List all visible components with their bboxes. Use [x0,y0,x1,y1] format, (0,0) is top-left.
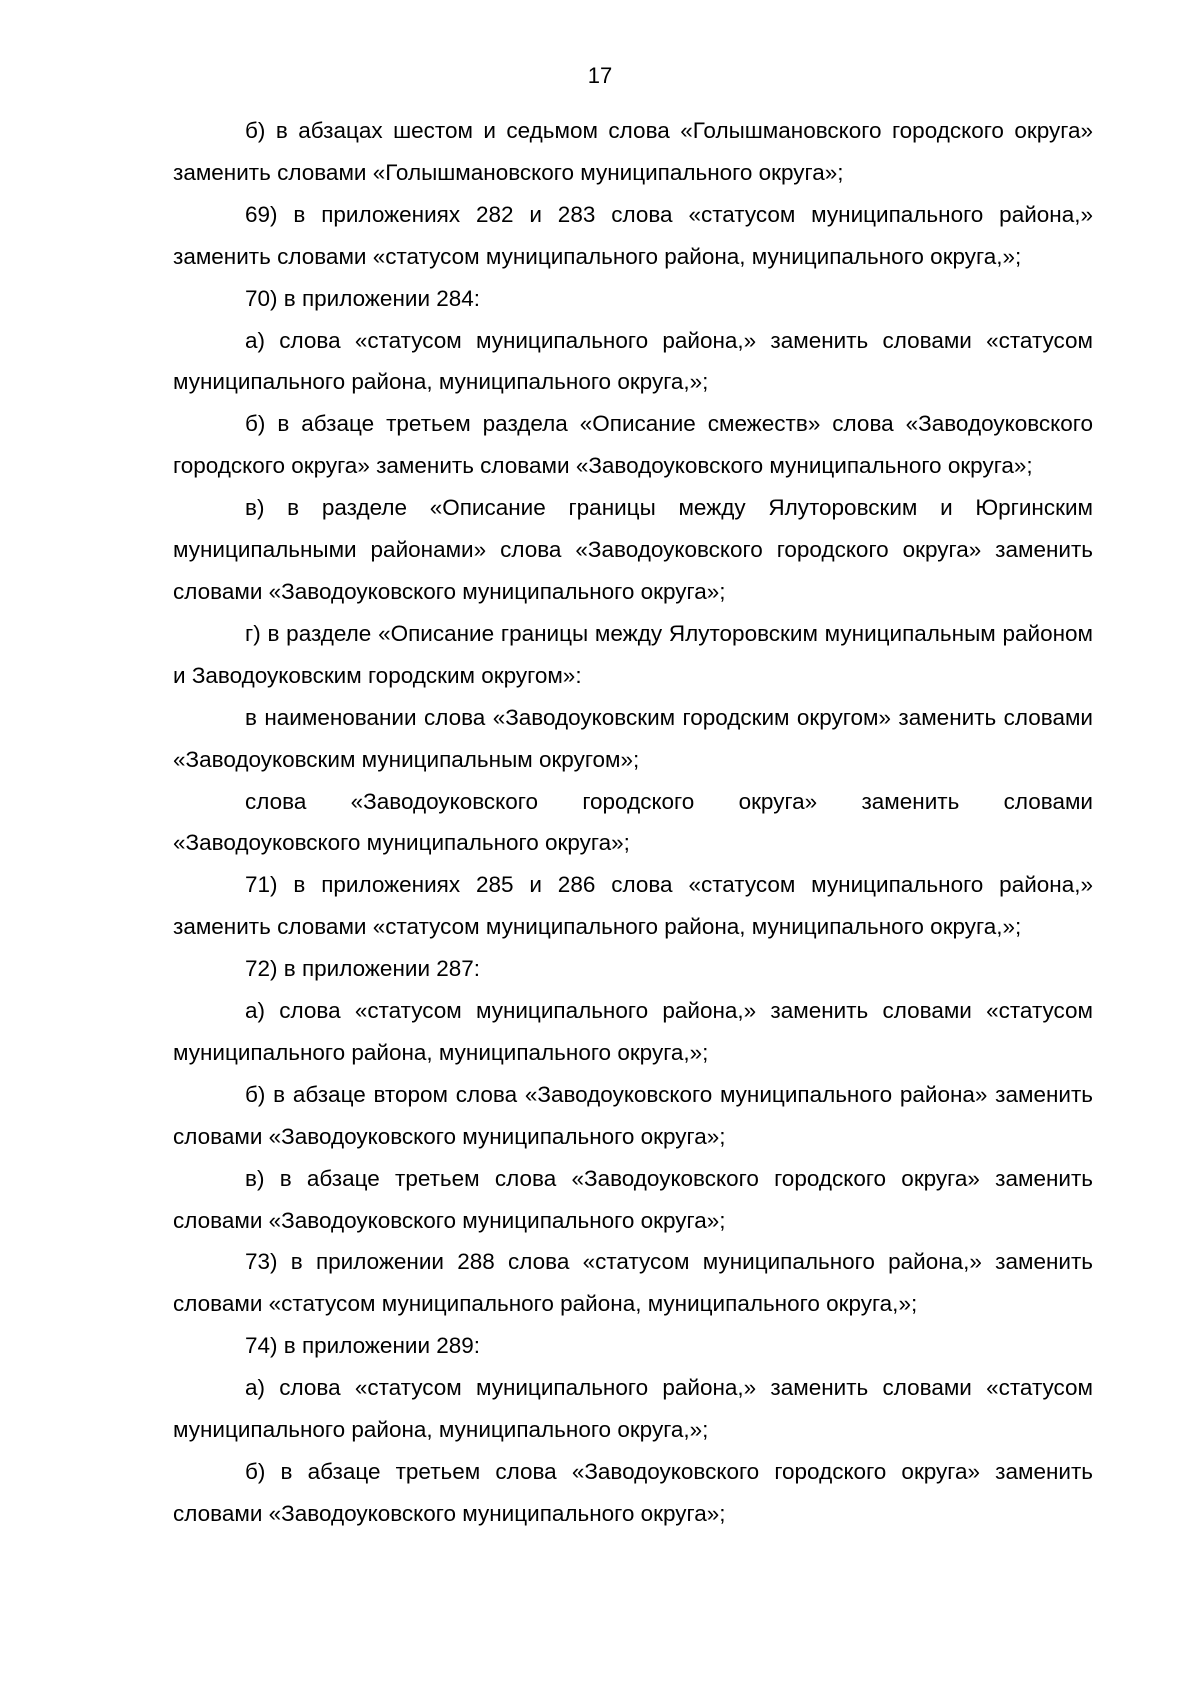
paragraph: б) в абзацах шестом и седьмом слова «Голышмановского городского округа» заменить словами «Голышмановского муниципального округа»; [173,118,1093,185]
paragraph: слова «Заводоуковского городского округа» заменить словами «Заводоуковского муниципального округа»; [173,788,1093,856]
paragraph: б) в абзаце третьем раздела «Описание смежеств» слова «Заводоуковского городского округа» заменить словами «Заводоуковского муниципального округа»; [173,411,1093,479]
paragraph: 69) в приложениях 282 и 283 слова «статусом муниципального района,» заменить словами «статусом муниципального района, муниципального округа,»; [173,201,1093,269]
paragraph: в) в разделе «Описание границы между Ялуторовским и Юргинским муниципальными районами» слова «Заводоуковского городского округа» заменить словами «Заводоуковского муниципального округа»; [173,495,1093,604]
paragraph: а) слова «статусом муниципального района,» заменить словами «статусом муниципального района, муниципального округа,»; [173,327,1093,395]
paragraph: 74) в приложении 289: [245,1333,481,1359]
paragraph: 73) в приложении 288 слова «статусом муниципального района,» заменить словами «статусом муниципального района, муниципального округа,»; [173,1249,1093,1317]
page-number: 17 [587,63,613,88]
paragraph: в) в абзаце третьем слова «Заводоуковского городского округа» заменить словами «Заводоуковского муниципального округа»; [173,1165,1093,1233]
paragraph: б) в абзаце третьем слова «Заводоуковского городского округа» заменить словами «Заводоуковского муниципального округа»; [173,1459,1093,1526]
paragraph: в наименовании слова «Заводоуковским городским округом» заменить словами «Заводоуковским муниципальным округом»; [173,704,1093,772]
paragraph: б) в абзаце втором слова «Заводоуковского муниципального района» заменить словами «Заводоуковского муниципального округа»; [173,1081,1093,1149]
paragraph: а) слова «статусом муниципального района,» заменить словами «статусом муниципального района, муниципального округа,»; [173,998,1093,1065]
paragraph: а) слова «статусом муниципального района,» заменить словами «статусом муниципального района, муниципального округа,»; [173,1375,1093,1443]
paragraph: 70) в приложении 284: [245,285,481,311]
paragraph: 71) в приложениях 285 и 286 слова «статусом муниципального района,» заменить словами «статусом муниципального района, муниципального округа,»; [173,872,1093,940]
document-body [173,110,1093,1535]
paragraph: г) в разделе «Описание границы между Ялуторовским муниципальным районом и Заводоуковским городским округом»: [173,620,1093,688]
paragraph: 72) в приложении 287: [245,956,481,982]
